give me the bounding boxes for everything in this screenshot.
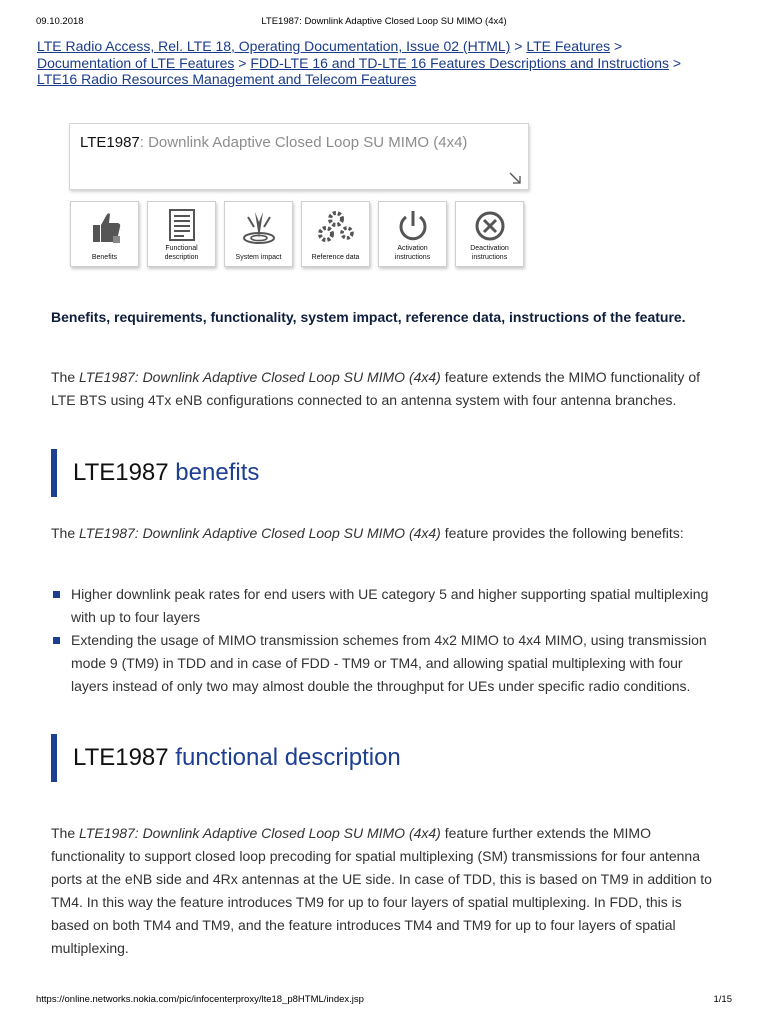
breadcrumb-link-lte-features[interactable]: LTE Features [526, 38, 611, 54]
tile-activation-instructions-label: Activation instructions [394, 245, 431, 261]
p2-post: feature provides the following benefits: [440, 525, 684, 541]
p3-feature-name: LTE1987: Downlink Adaptive Closed Loop SU MIMO (4x4) [79, 825, 441, 841]
p1-post: feature extends the MIMO functionality of LTE BTS using 4Tx eNB configurations connected to an antenna system with four antenna branches. [51, 369, 700, 408]
print-footer [36, 994, 732, 1008]
benefits-list [51, 583, 721, 698]
intro-paragraph [51, 366, 721, 412]
feature-nav-tiles [70, 201, 524, 267]
tile-deactivation-instructions[interactable] [455, 201, 524, 267]
page-number: 1/15 [713, 994, 732, 1005]
functional-description-paragraph [51, 822, 721, 960]
tile-reference-data[interactable] [301, 201, 370, 267]
intro-summary: Benefits, requirements, functionality, system impact, reference data, instructions of the feature. [51, 309, 686, 325]
print-header [36, 16, 732, 30]
breadcrumb-link-documentation[interactable]: Documentation of LTE Features [37, 54, 235, 71]
tile-deactivation-instructions-label: Deactivation instructions [470, 245, 509, 261]
breadcrumb-separator: > [238, 54, 247, 71]
tile-functional-description-label: Functional description [164, 245, 199, 261]
tile-functional-description[interactable] [147, 201, 216, 267]
list-item: Higher downlink peak rates for end users with UE category 5 and higher supporting spatial multiplexing with up to four layers [51, 583, 721, 629]
feature-id: LTE1987 [80, 134, 140, 151]
tile-system-impact-label: System impact [235, 253, 282, 261]
tile-reference-data-label: Reference data [311, 253, 360, 261]
list-item: Extending the usage of MIMO transmission schemes from 4x2 MIMO to 4x4 MIMO, using transmission mode 9 (TM9) in TDD and in case of FDD - TM9 or TM4, and allowing spatial multiplexing with four layers instead of only two may almost double the throughput for UEs under specific radio conditions. [51, 629, 721, 698]
print-date: 09.10.2018 [36, 16, 84, 27]
benefits-heading-id: LTE1987 [73, 459, 169, 486]
tile-benefits-label: Benefits [91, 253, 118, 261]
p3-post: feature further extends the MIMO functionality to support closed loop precoding for spatial multiplexing (SM) transmissions for four antenna ports at the eNB side and 4Rx antennas at the UE side. In case of TDD, this is based on TM9 in addition to TM4. In this way the feature introduces TM9 for up to four layers of spatial multiplexing. In FDD, this is based on both TM4 and TM9, and the feature introduces TM4 and TM9 for up to four layers of spatial multiplexing. [51, 825, 712, 956]
functional-heading-name: functional description [175, 744, 401, 771]
p2-pre: The [51, 525, 80, 541]
power-icon [395, 208, 431, 244]
p1-feature-name: LTE1987: Downlink Adaptive Closed Loop SU MIMO (4x4) [79, 369, 441, 385]
tile-activation-instructions[interactable] [378, 201, 447, 267]
p2-feature-name: LTE1987: Downlink Adaptive Closed Loop SU MIMO (4x4) [79, 525, 441, 541]
print-url: https://online.networks.nokia.com/pic/infocenterproxy/lte18_p8HTML/index.jsp [36, 994, 364, 1005]
breadcrumb-link-fdd-tdd-lte16[interactable]: FDD-LTE 16 and TD-LTE 16 Features Descriptions and Instructions [250, 54, 669, 71]
feature-title-box [69, 123, 529, 190]
document-list-icon [167, 208, 197, 242]
breadcrumb-separator: > [514, 38, 523, 54]
gears-icon [315, 208, 357, 246]
p1-pre: The [51, 369, 80, 385]
feature-name: : Downlink Adaptive Closed Loop SU MIMO (4x4) [139, 134, 468, 151]
tile-system-impact[interactable] [224, 201, 293, 267]
impact-icon [239, 208, 279, 246]
breadcrumb-separator: > [614, 38, 623, 54]
print-title: LTE1987: Downlink Adaptive Closed Loop SU MIMO (4x4) [261, 16, 507, 27]
cancel-circle-icon [472, 208, 508, 244]
functional-description-heading [51, 734, 401, 782]
benefits-intro-paragraph [51, 522, 721, 545]
functional-heading-id: LTE1987 [73, 744, 169, 771]
breadcrumb [37, 38, 697, 88]
tile-benefits[interactable] [70, 201, 139, 267]
breadcrumb-link-release[interactable]: LTE Radio Access, Rel. LTE 18, Operating Documentation, Issue 02 (HTML) [37, 38, 511, 54]
benefits-heading-name: benefits [175, 459, 260, 486]
p3-pre: The [51, 825, 80, 841]
breadcrumb-separator: > [672, 54, 682, 71]
breadcrumb-link-rrm-telecom[interactable]: LTE16 Radio Resources Management and Telecom Features [37, 71, 417, 87]
thumbs-up-icon [85, 208, 125, 246]
expand-arrow-icon[interactable] [508, 171, 522, 185]
benefits-heading [51, 449, 259, 497]
